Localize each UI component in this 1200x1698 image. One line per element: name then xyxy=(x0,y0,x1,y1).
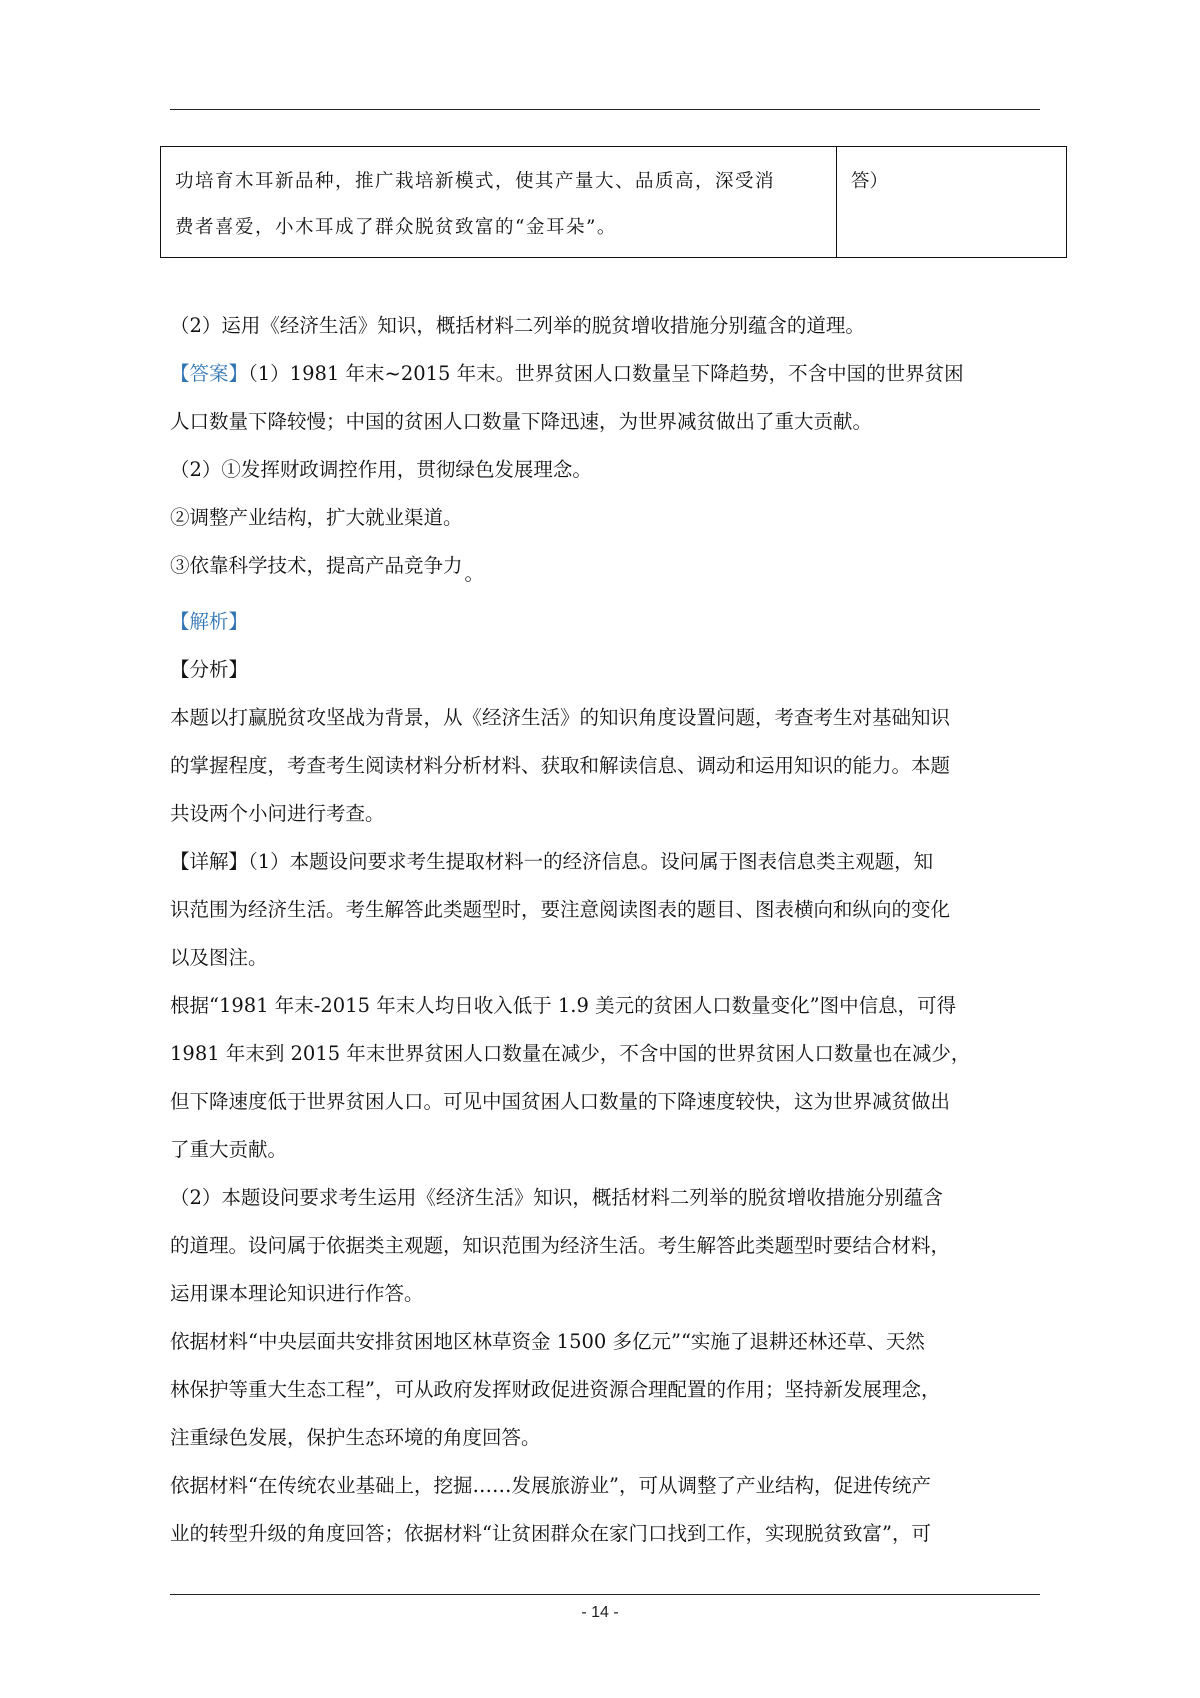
answer-line xyxy=(170,542,1040,590)
xiangjie-line: 根据“1981 年末-2015 年末人均日收入低于 1.9 美元的贫困人口数量变化”图中信息，可得 xyxy=(170,994,957,1017)
header-rule xyxy=(170,109,1040,110)
xiangjie-line: 但下降速度低于世界贫困人口。可见中国贫困人口数量的下降速度较快，这为世界减贫做出 xyxy=(170,1090,951,1113)
table-right-cell: 答） xyxy=(851,171,889,192)
xiangjie-text: （1）本题设问要求考生提取材料一的经济信息。设问属于图表信息类主观题，知 xyxy=(248,850,934,873)
fenxi-line: 共设两个小问进行考查。 xyxy=(170,802,385,825)
page-content xyxy=(170,302,1040,1558)
xiangjie-line: 注重绿色发展，保护生态环境的角度回答。 xyxy=(170,1426,541,1449)
xiangjie-line: 1981 年末到 2015 年末世界贫困人口数量在减少，不含中国的世界贫困人口数量也在减少， xyxy=(170,1042,971,1065)
fenxi-line: 本题以打赢脱贫攻坚战为背景，从《经济生活》的知识角度设置问题，考查考生对基础知识 xyxy=(170,706,951,729)
xiangjie-line: 依据材料“中央层面共安排贫困地区林草资金 1500 多亿元”“实施了退耕还林还草、天然 xyxy=(170,1330,925,1353)
answer-line: （2）①发挥财政调控作用，贯彻绿色发展理念。 xyxy=(170,458,592,481)
xiangjie-line xyxy=(170,838,1040,886)
xiangjie-line: 运用课本理论知识进行作答。 xyxy=(170,1282,424,1305)
answer-line xyxy=(170,350,1040,398)
table-left-line: 费者喜爱，小木耳成了群众脱贫致富的“金耳朵”。 xyxy=(175,217,617,238)
material-table xyxy=(160,146,1067,258)
xiangjie-line: 以及图注。 xyxy=(170,946,268,969)
fenxi-tag: 【分析】 xyxy=(170,658,249,681)
answer-text: （1）1981 年末~2015 年末。世界贫困人口数量呈下降趋势，不含中国的世界贫困 xyxy=(248,362,964,385)
analysis-tag: 【解析】 xyxy=(170,610,249,633)
question-2: （2）运用《经济生活》知识，概括材料二列举的脱贫增收措施分别蕴含的道理。 xyxy=(170,314,865,337)
xiangjie-line: （2）本题设问要求考生运用《经济生活》知识，概括材料二列举的脱贫增收措施分别蕴含 xyxy=(170,1186,943,1209)
table-left-line: 功培育木耳新品种，推广栽培新模式，使其产量大、品质高，深受消 xyxy=(175,171,776,192)
xiangjie-line: 业的转型升级的角度回答；依据材料“让贫困群众在家门口找到工作，实现脱贫致富”，可 xyxy=(170,1522,931,1545)
answer-text: ③依靠科学技术，提高产品竞争力 xyxy=(170,554,463,577)
table-divider xyxy=(836,147,837,257)
table-left-cell xyxy=(175,159,825,251)
footer-rule xyxy=(170,1594,1040,1595)
answer-line: ②调整产业结构，扩大就业渠道。 xyxy=(170,506,463,529)
xiangjie-tag: 【详解】 xyxy=(170,850,249,873)
xiangjie-line: 林保护等重大生态工程”，可从政府发挥财政促进资源合理配置的作用；坚持新发展理念， xyxy=(170,1378,941,1401)
page-number: - 14 - xyxy=(581,1604,619,1621)
xiangjie-line: 识范围为经济生活。考生解答此类题型时，要注意阅读图表的题目、图表横向和纵向的变化 xyxy=(170,898,951,921)
xiangjie-line: 依据材料“在传统农业基础上，挖掘……发展旅游业”，可从调整了产业结构，促进传统产 xyxy=(170,1474,931,1497)
xiangjie-line: 的道理。设问属于依据类主观题，知识范围为经济生活。考生解答此类题型时要结合材料， xyxy=(170,1234,951,1257)
fenxi-line: 的掌握程度，考查考生阅读材料分析材料、获取和解读信息、调动和运用知识的能力。本题 xyxy=(170,754,951,777)
answer-line: 人口数量下降较慢；中国的贫困人口数量下降迅速，为世界减贫做出了重大贡献。 xyxy=(170,410,873,433)
xiangjie-line: 了重大贡献。 xyxy=(170,1138,288,1161)
answer-period: 。 xyxy=(464,562,485,585)
answer-tag: 【答案】 xyxy=(170,362,249,385)
